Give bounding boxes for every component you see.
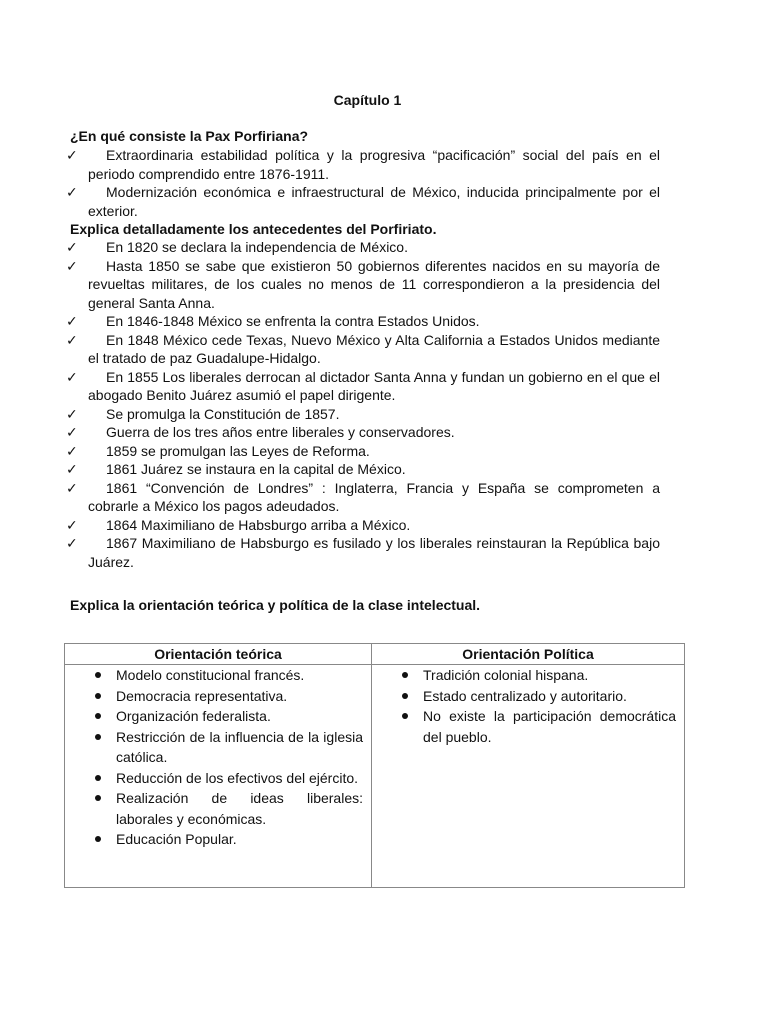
list-item: ✓ Extraordinaria estabilidad política y la progresiva “pacificación” social del país en el periodo comprendido entre 1876-1911. [66, 147, 660, 182]
list-item: Restricción de la influencia de la iglesia católica. [65, 727, 363, 768]
bullet-icon [402, 693, 408, 699]
bullet-icon [402, 672, 408, 678]
table-header-row [65, 644, 685, 665]
col1-header: Orientación teórica [65, 644, 372, 665]
check-icon: ✓ [66, 184, 78, 200]
list-item: ✓ 1859 se promulgan las Leyes de Reforma. [66, 442, 370, 459]
check-icon: ✓ [66, 461, 78, 477]
bullet-icon [95, 775, 101, 781]
list-item: ✓ En 1848 México cede Texas, Nuevo México y Alta California a Estados Unidos mediante el tratado de paz Guadalupe-Hidalgo. [66, 331, 660, 366]
check-icon: ✓ [66, 257, 78, 274]
list-item: Tradición colonial hispana. [372, 665, 676, 686]
list-item: ✓ 1861 Juárez se instaura en la capital de México. [66, 461, 406, 477]
list-item: Organización federalista. [65, 706, 363, 727]
list-item: Estado centralizado y autoritario. [372, 686, 676, 707]
list-item: Modelo constitucional francés. [65, 665, 363, 686]
bullet-icon [95, 836, 101, 842]
check-icon: ✓ [66, 313, 78, 329]
check-icon: ✓ [66, 424, 78, 440]
list-item: ✓ 1864 Maximiliano de Habsburgo arriba a México. [66, 516, 411, 533]
col1-list [65, 665, 363, 850]
list-item: No existe la participación democrática del pueblo. [372, 706, 676, 747]
section2-heading: Explica detalladamente los antecedentes del Porfiriato. [70, 221, 437, 237]
check-icon: ✓ [66, 331, 78, 348]
list-item: Educación Popular. [65, 829, 363, 850]
check-icon: ✓ [66, 535, 78, 551]
bullet-icon [95, 713, 101, 719]
table-row [65, 665, 685, 888]
bullet-icon [95, 672, 101, 678]
col2-list [372, 665, 676, 747]
col2-cell [372, 665, 685, 888]
check-icon: ✓ [66, 516, 78, 533]
list-item: ✓ Hasta 1850 se sabe que existieron 50 gobiernos diferentes nacidos en su mayoría de revueltas militares, de los cuales no menos de 11 correspondieron a la presidencia del general Santa Anna. [66, 257, 660, 311]
check-icon: ✓ [66, 405, 78, 422]
check-icon: ✓ [66, 147, 78, 163]
section3-heading: Explica la orientación teórica y política de la clase intelectual. [70, 597, 481, 613]
list-item: ✓ Modernización económica e infraestructural de México, inducida principalmente por el exterior. [66, 184, 660, 219]
bullet-icon [95, 734, 101, 740]
chapter-title: Capítulo 1 [333, 92, 402, 108]
list-item: ✓ Se promulga la Constitución de 1857. [66, 405, 340, 422]
bullet-icon [95, 795, 101, 801]
check-icon: ✓ [66, 239, 78, 255]
list-item: ✓ 1861 “Convención de Londres” : Inglaterra, Francia y España se comprometen a cobrarle a México los pagos adeudados. [66, 479, 660, 514]
list-item: ✓ 1867 Maximiliano de Habsburgo es fusilado y los liberales reinstauran la República bajo Juárez. [66, 535, 660, 570]
section1-heading: ¿En qué consiste la Pax Porfiriana? [70, 128, 309, 144]
list-item: Democracia representativa. [65, 686, 363, 707]
list-item: ✓ En 1820 se declara la independencia de México. [66, 239, 408, 255]
orientation-table [64, 643, 685, 888]
list-item: ✓ Guerra de los tres años entre liberales y conservadores. [66, 424, 455, 440]
check-icon: ✓ [66, 368, 78, 385]
section1-list [66, 146, 660, 220]
list-item: Reducción de los efectivos del ejército. [65, 768, 363, 789]
col1-cell [65, 665, 372, 888]
check-icon: ✓ [66, 442, 78, 459]
check-icon: ✓ [66, 479, 78, 496]
col2-header: Orientación Política [372, 644, 685, 665]
list-item: Realización de ideas liberales: laborales y económicas. [65, 788, 363, 829]
section2-list [66, 238, 660, 571]
bullet-icon [402, 713, 408, 719]
list-item: ✓ En 1846-1848 México se enfrenta la contra Estados Unidos. [66, 313, 480, 329]
list-item: ✓ En 1855 Los liberales derrocan al dictador Santa Anna y fundan un gobierno en el que el abogado Benito Juárez asumió el papel dirigente. [66, 368, 660, 403]
bullet-icon [95, 693, 101, 699]
